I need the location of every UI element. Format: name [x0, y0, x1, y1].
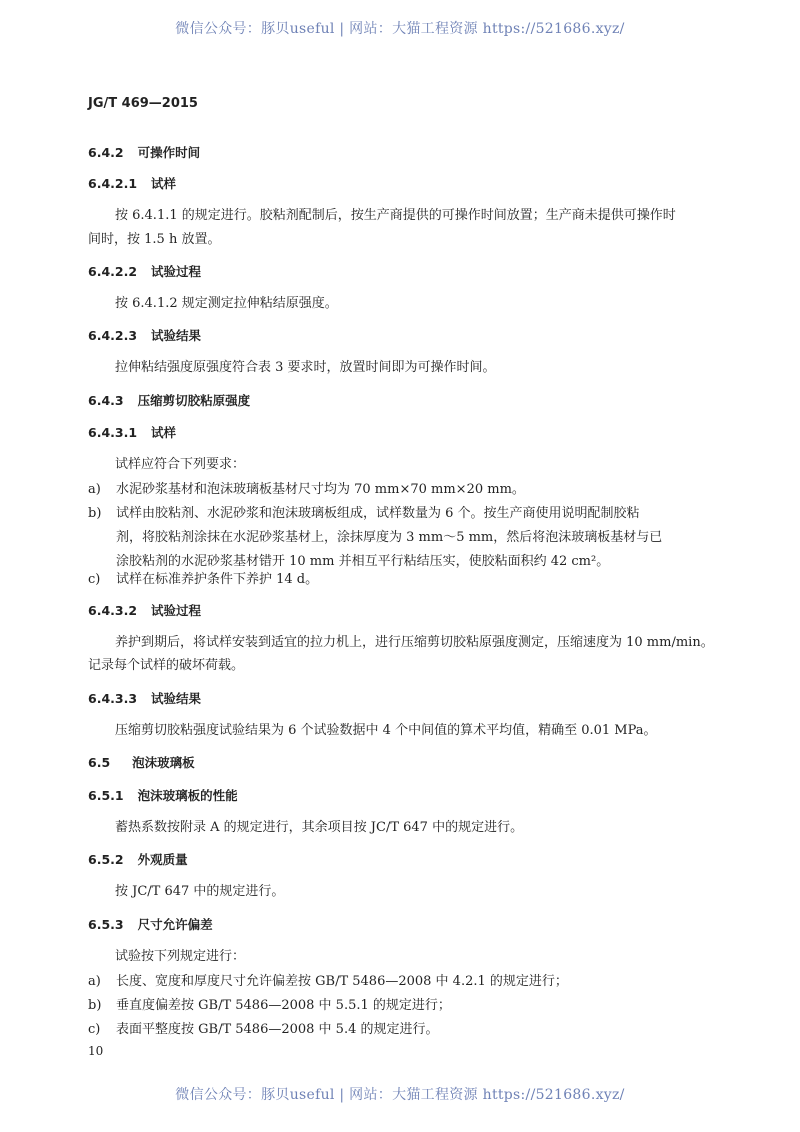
list-item: b) 垂直度偏差按 GB/T 5486—2008 中 5.5.1 的规定进行； [88, 998, 451, 1013]
paragraph: 蓄热系数按附录 A 的规定进行，其余项目按 JC/T 647 中的规定进行。 [115, 820, 524, 835]
heading-6-4-3-3: 6.4.3.3 试验结果 [88, 691, 202, 706]
paragraph-cont: 间时，按 1.5 h 放置。 [88, 232, 221, 247]
standard-number: JG/T 469—2015 [88, 96, 198, 111]
paragraph-cont: 记录每个试样的破坏荷载。 [88, 658, 245, 673]
heading-6-4-3: 6.4.3 压缩剪切胶粘原强度 [88, 393, 251, 408]
heading-6-4-2-3: 6.4.2.3 试验结果 [88, 328, 202, 343]
heading-6-4-2-1: 6.4.2.1 试样 [88, 176, 177, 191]
paragraph: 压缩剪切胶粘强度试验结果为 6 个试验数据中 4 个中间值的算术平均值，精确至 0.01 MPa。 [115, 723, 657, 738]
heading-6-5-1: 6.5.1 泡沫玻璃板的性能 [88, 788, 238, 803]
watermark-top: 微信公众号：豚贝useful | 网站：大猫工程资源 https://521686.xyz/ [175, 21, 625, 37]
paragraph: 养护到期后，将试样安装到适宜的拉力机上，进行压缩剪切胶粘原强度测定，压缩速度为 10 mm/min。 [115, 635, 714, 650]
list-item: b) 试样由胶粘剂、水泥砂浆和泡沫玻璃板组成，试样数量为 6 个。按生产商使用说明配制胶粘 [88, 506, 640, 521]
paragraph: 按 6.4.1.1 的规定进行。胶粘剂配制后，按生产商提供的可操作时间放置；生产商未提供可操作时 [115, 208, 676, 223]
heading-6-4-3-1: 6.4.3.1 试样 [88, 425, 177, 440]
list-intro: 试样应符合下列要求： [115, 457, 246, 472]
heading-6-5-2: 6.5.2 外观质量 [88, 852, 188, 867]
paragraph: 按 6.4.1.2 规定测定拉伸粘结原强度。 [115, 296, 338, 311]
paragraph: 拉伸粘结强度原强度符合表 3 要求时，放置时间即为可操作时间。 [115, 360, 496, 375]
heading-6-4-3-2: 6.4.3.2 试验过程 [88, 603, 202, 618]
list-item: c) 表面平整度按 GB/T 5486—2008 中 5.4 的规定进行。 [88, 1022, 439, 1037]
watermark-bottom: 微信公众号：豚贝useful | 网站：大猫工程资源 https://521686.xyz/ [175, 1087, 625, 1103]
list-intro: 试验按下列规定进行： [115, 949, 246, 964]
paragraph: 按 JC/T 647 中的规定进行。 [115, 884, 285, 899]
heading-6-4-2: 6.4.2 可操作时间 [88, 145, 201, 160]
heading-6-4-2-2: 6.4.2.2 试验过程 [88, 264, 202, 279]
page-number: 10 [88, 1044, 104, 1058]
list-item-cont: 剂，将胶粘剂涂抹在水泥砂浆基材上，涂抹厚度为 3 mm～5 mm，然后将泡沫玻璃板基材与已 [116, 530, 663, 545]
list-item-cont: 涂胶粘剂的水泥砂浆基材错开 10 mm 并相互平行粘结压实，使胶粘面积约 42 cm²。 [116, 554, 610, 569]
list-item: a) 长度、宽度和厚度尺寸允许偏差按 GB/T 5486—2008 中 4.2.1 的规定进行； [88, 974, 568, 989]
list-item: c) 试样在标准养护条件下养护 14 d。 [88, 572, 319, 587]
heading-6-5-3: 6.5.3 尺寸允许偏差 [88, 917, 213, 932]
list-item: a) 水泥砂浆基材和泡沫玻璃板基材尺寸均为 70 mm×70 mm×20 mm。 [88, 482, 525, 497]
heading-6-5: 6.5 泡沫玻璃板 [88, 755, 195, 770]
